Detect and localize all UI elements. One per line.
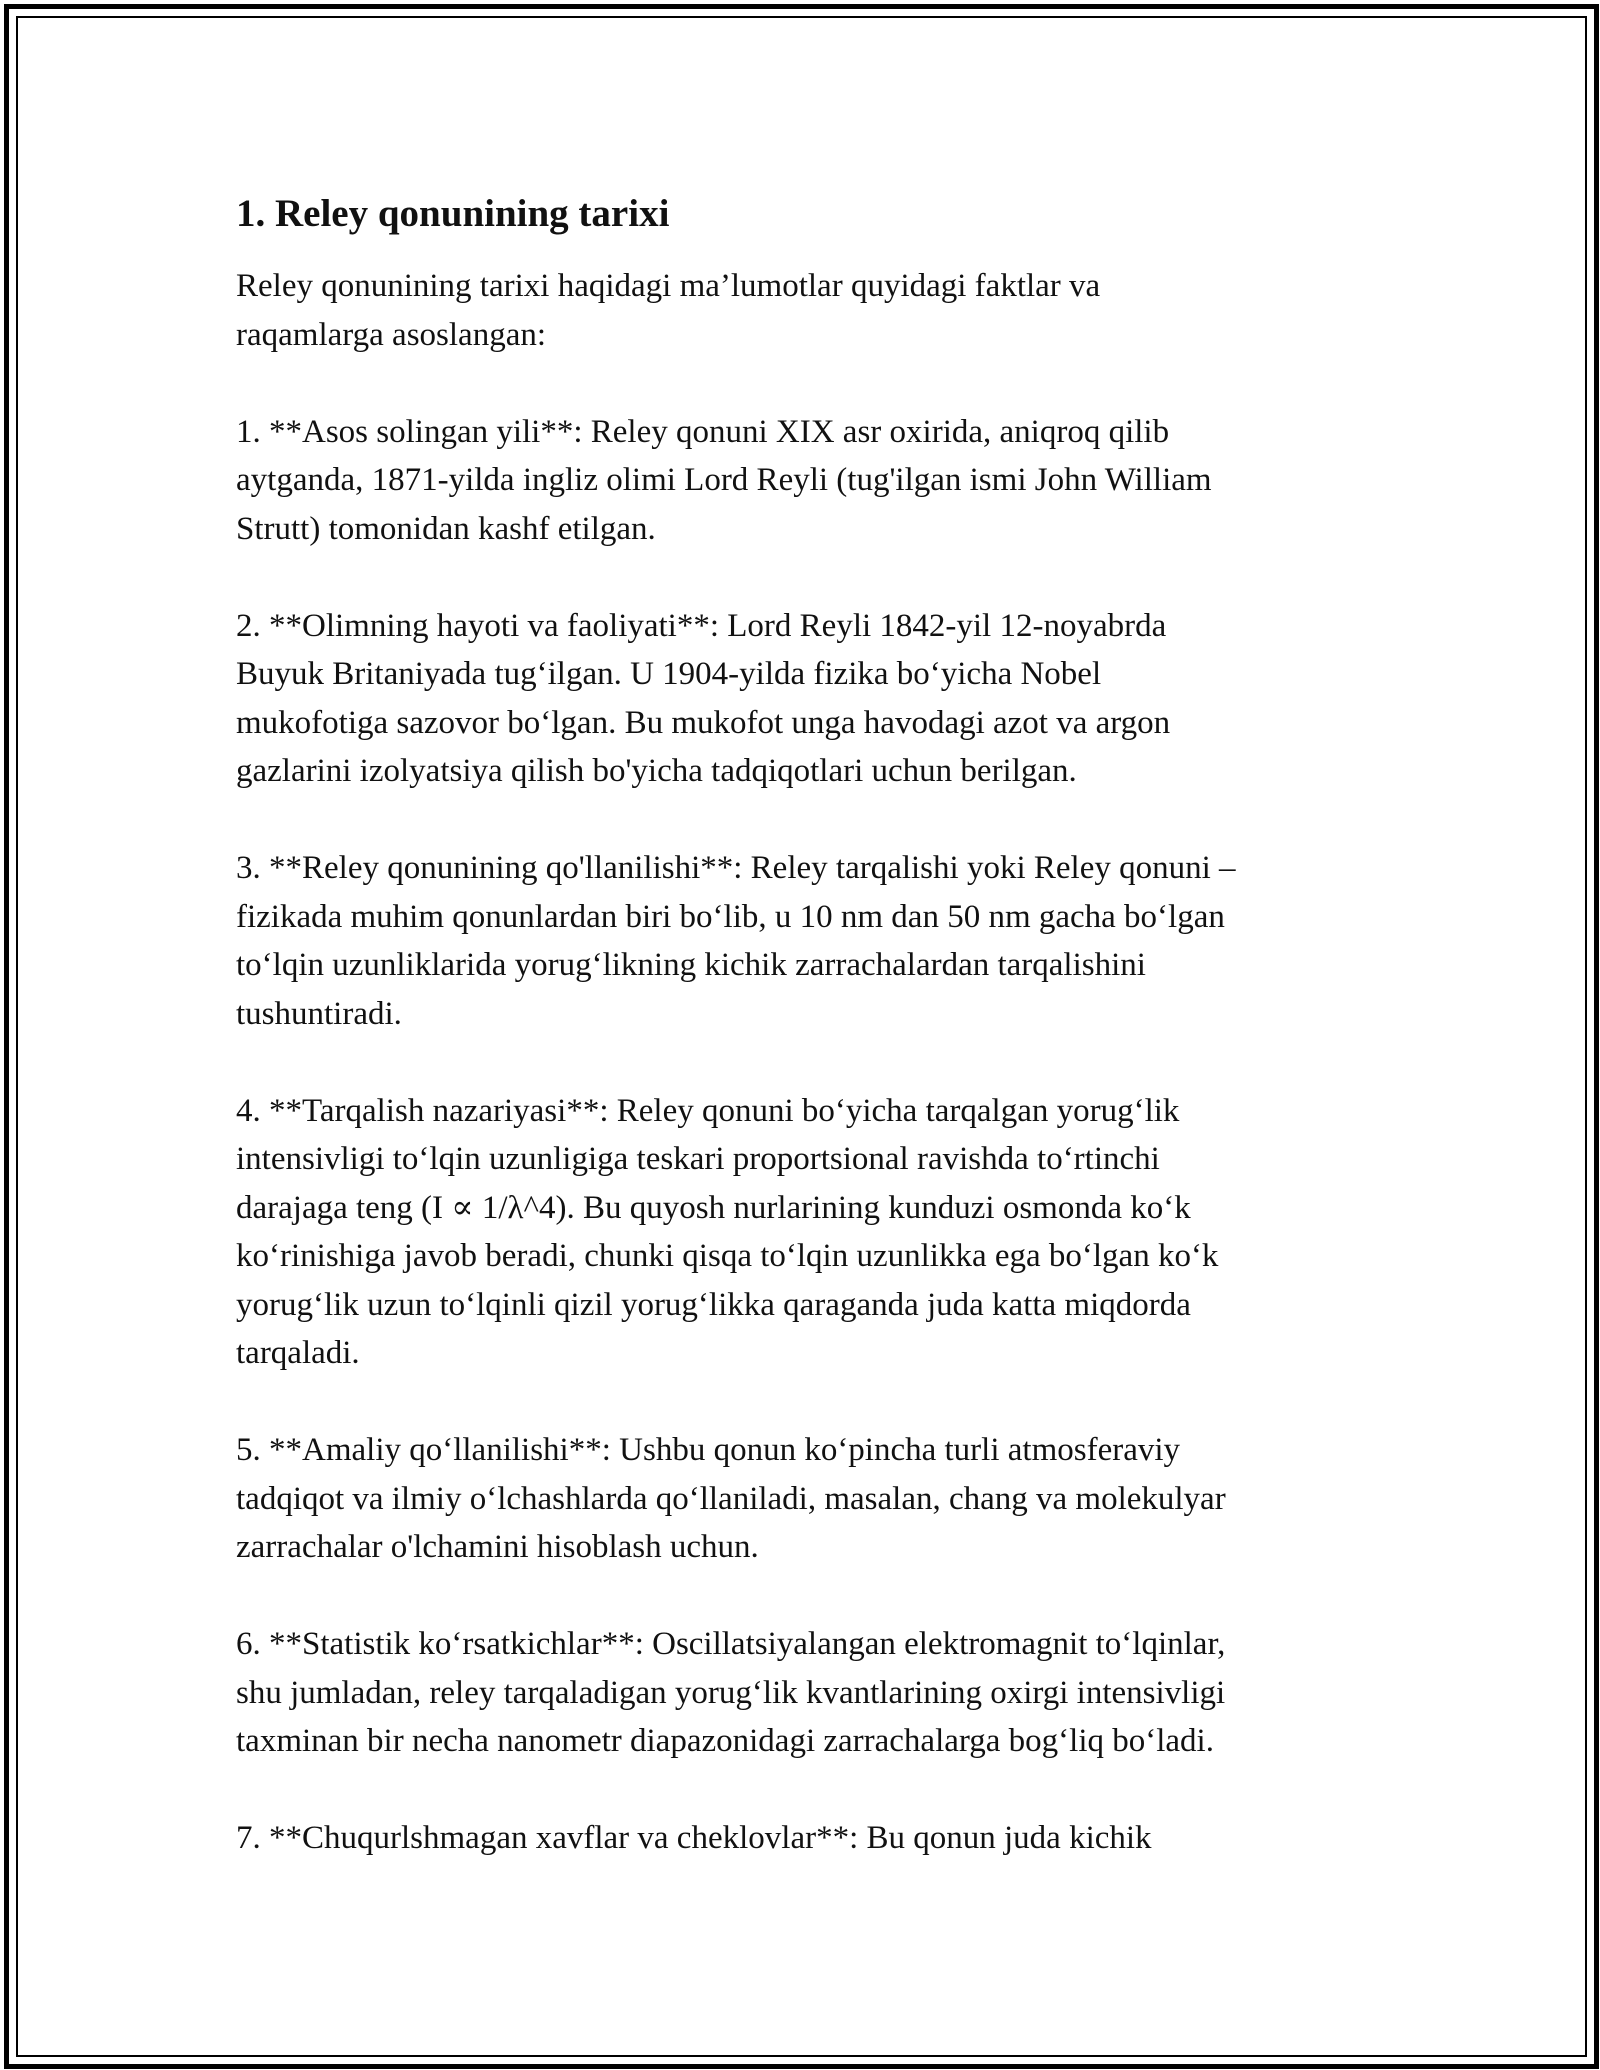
- text-line: yorug‘lik uzun to‘lqinli qizil yorug‘likka qaraganda juda katta miqdorda: [236, 1286, 1191, 1323]
- text-line: tushuntiradi.: [236, 995, 402, 1032]
- text-line: to‘lqin uzunliklarida yorug‘likning kichik zarrachalardan tarqalishini: [236, 947, 1146, 983]
- list-item-6: [236, 1620, 1366, 1766]
- text-line: 2. **Olimning hayoti va faoliyati**: Lord Reyli 1842-yil 12-noyabrda: [236, 607, 1167, 644]
- text-line: Buyuk Britaniyada tug‘ilgan. U 1904-yilda fizika bo‘yicha Nobel: [236, 656, 1102, 692]
- text-line: Reley qonunining tarixi haqidagi ma’lumotlar quyidagi faktlar va: [236, 268, 1101, 304]
- list-item-5: [236, 1426, 1366, 1572]
- list-item-2: [236, 602, 1366, 796]
- text-line: 6. **Statistik ko‘rsatkichlar**: Oscillatsiyalangan elektromagnit to‘lqinlar,: [236, 1626, 1226, 1662]
- text-line: zarrachalar o'lchamini hisoblash uchun.: [236, 1529, 759, 1565]
- intro-paragraph: [236, 262, 1366, 359]
- text-line: shu jumladan, reley tarqaladigan yorug‘lik kvantlarining oxirgi intensivligi: [236, 1674, 1226, 1711]
- text-line: 7. **Chuqurlshmagan xavflar va cheklovlar**: Bu qonun juda kichik: [236, 1820, 1152, 1856]
- text-line: darajaga teng (I ∝ 1/λ^4). Bu quyosh nurlarining kunduzi osmonda ko‘k: [236, 1189, 1191, 1226]
- text-line: 1. **Asos solingan yili**: Reley qonuni XIX asr oxirida, aniqroq qilib: [236, 413, 1170, 450]
- text-line: tarqaladi.: [236, 1335, 360, 1371]
- list-item-7: [236, 1814, 1366, 1863]
- text-line: intensivligi to‘lqin uzunligiga teskari proportsional ravishda to‘rtinchi: [236, 1141, 1160, 1177]
- text-line: mukofotiga sazovor bo‘lgan. Bu mukofot unga havodagi azot va argon: [236, 704, 1171, 741]
- text-line: gazlarini izolyatsiya qilish bo'yicha tadqiqotlari uchun berilgan.: [236, 753, 1077, 789]
- text-line: fizikada muhim qonunlardan biri bo‘lib, u 10 nm dan 50 nm gacha bo‘lgan: [236, 898, 1225, 935]
- text-line: taxminan bir necha nanometr diapazonidagi zarrachalarga bog‘liq bo‘ladi.: [236, 1723, 1214, 1759]
- text-line: Strutt) tomonidan kashf etilgan.: [236, 510, 656, 547]
- text-line: tadqiqot va ilmiy o‘lchashlarda qo‘llaniladi, masalan, chang va molekulyar: [236, 1480, 1226, 1517]
- text-line: 3. **Reley qonunining qo'llanilishi**: Reley tarqalishi yoki Reley qonuni –: [236, 850, 1236, 886]
- text-line: aytganda, 1871-yilda ingliz olimi Lord Reyli (tug'ilgan ismi John William: [236, 462, 1212, 498]
- text-line: ko‘rinishiga javob beradi, chunki qisqa to‘lqin uzunlikka ega bo‘lgan ko‘k: [236, 1238, 1219, 1274]
- list-item-4: [236, 1087, 1366, 1378]
- text-line: raqamlarga asoslangan:: [236, 316, 547, 353]
- text-line: 4. **Tarqalish nazariyasi**: Reley qonuni bo‘yicha tarqalgan yorug‘lik: [236, 1092, 1180, 1129]
- text-line: 5. **Amaliy qo‘llanilishi**: Ushbu qonun ko‘pincha turli atmosferaviy: [236, 1432, 1181, 1468]
- list-item-1: [236, 408, 1366, 554]
- list-item-3: [236, 844, 1366, 1038]
- section-heading: 1. Reley qonunining tarixi: [236, 192, 670, 235]
- document-body: [236, 186, 1366, 1911]
